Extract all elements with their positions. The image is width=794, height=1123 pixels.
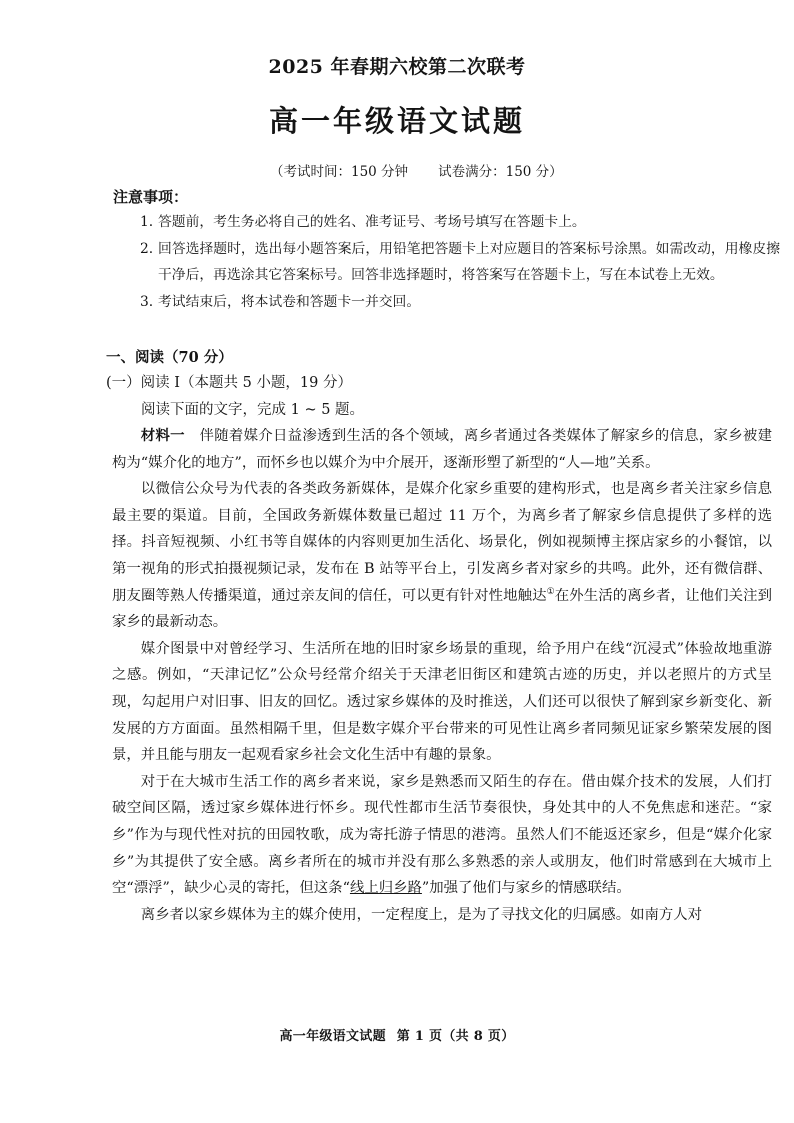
notice-text: 答题前，考生务必将自己的姓名、准考证号、考场号填写在答题卡上。 (158, 214, 586, 230)
exam-title: 2025 年春期六校第二次联考 (268, 56, 526, 78)
reading-passage (112, 423, 772, 928)
notice-heading: 注意事项： (113, 188, 189, 206)
footer-subject: 高一年级语文试题 (279, 1029, 386, 1044)
material-label: 材料一 (140, 427, 185, 444)
notice-item (140, 289, 780, 316)
paragraph-text: 伴随着媒介日益渗透到生活的各个领域，离乡者通过各类媒体了解家乡的信息，家乡被建构为“媒介化的地方”，而怀乡也以媒介为中介展开，逐渐形塑了新型的“人—地”关系。 (112, 428, 772, 471)
underlined-phrase: 线上归乡路 (349, 880, 422, 897)
paragraph (112, 769, 772, 902)
page-footer (0, 1025, 794, 1044)
page-number: 第 1 页（共 8 页） (396, 1029, 515, 1044)
paragraph-text: 对于在大城市生活工作的离乡者来说，家乡是熟悉而又陌生的存在。借由媒介技术的发展，人们打破空间区隔，透过家乡媒体进行怀乡。现代性都市生活节奏很快，身处其中的人不免焦虑和迷茫。“家乡”作为与现代性对抗的田园牧歌，成为寄托游子情思的港湾。虽然人们不能返还家乡，但是“媒介化家乡”为其提供了安全感。离乡者所在的城市并没有那么多熟悉的亲人或朋友，他们时常感到在大城市上空“漂浮”，缺少心灵的寄托，但这条“ (112, 773, 772, 897)
exam-time: （考试时间：150 分钟 (270, 164, 409, 180)
reading-instruction: 阅读下面的文字，完成 1 ~ 5 题。 (141, 402, 365, 418)
paragraph-text: 以微信公众号为代表的各类政务新媒体，是媒介化家乡重要的建构形式，也是离乡者关注家乡信息最主要的渠道。目前，全国政务新媒体数量已超过 11 万个，为离乡者了解家乡信息提供了多样的选择。抖音短视频、小红书等自媒体的内容则更加生活化、场景化，例如视频博主探店家乡的小餐馆，以第一视角的形式拍摄视频记录，发布在 B 站等平台上，引发离乡者对家乡的共鸣。此外，还有微信群、朋友圈等熟人传播渠道，通过亲友间的信任，可以更有针对性地触达 (112, 481, 772, 604)
notice-number: 2. (140, 240, 154, 257)
paragraph-text: 在外生活的离乡者，让他们关注到家乡的最新动态。 (112, 587, 772, 631)
section-heading: 一、阅读（70 分） (106, 349, 233, 366)
exam-info (270, 160, 563, 180)
paragraph (112, 476, 772, 636)
paragraph: 离乡者以家乡媒体为主的媒介使用，一定程度上，是为了寻找文化的归属感。如南方人对 (140, 906, 703, 923)
subject-title: 高一年级语文试题 (268, 104, 525, 138)
sub-section-heading: (一）阅读 I（本题共 5 小题，19 分） (106, 375, 352, 391)
notice-number: 3. (140, 293, 154, 310)
notice-item (140, 236, 780, 289)
paragraph-text: ”加强了他们与家乡的情感联结。 (421, 880, 631, 897)
notice-text: 回答选择题时，选出每小题答案后，用铅笔把答题卡上对应题目的答案标号涂黑。如需改动，用橡皮擦干净后，再选涂其它答案标号。回答非选择题时，将答案写在答题卡上，写在本试卷上无效。 (158, 240, 780, 283)
notice-number: 1. (140, 214, 154, 230)
paragraph: 媒介图景中对曾经学习、生活所在地的旧时家乡场景的重现，给予用户在线“沉浸式”体验故地重游之感。例如，“天津记忆”公众号经常介绍关于天津老旧街区和建筑古迹的历史，并以老照片的方式呈现，勾起用户对旧事、旧友的回忆。透过家乡媒体的及时推送，人们还可以很快了解到家乡新变化、新发展的方方面面。虽然相隔千里，但是数字媒介平台带来的可见性让离乡者同频见证家乡繁荣发展的图景，并且能与朋友一起观看家乡社会文化生活中有趣的景象。 (112, 640, 772, 764)
notice-list (140, 209, 780, 315)
footnote-marker: ① (546, 586, 555, 597)
notice-item (140, 209, 780, 236)
full-score: 试卷满分：150 分） (438, 164, 563, 180)
notice-text: 考试结束后，将本试卷和答题卡一并交回。 (158, 293, 421, 310)
paragraph (112, 423, 772, 476)
